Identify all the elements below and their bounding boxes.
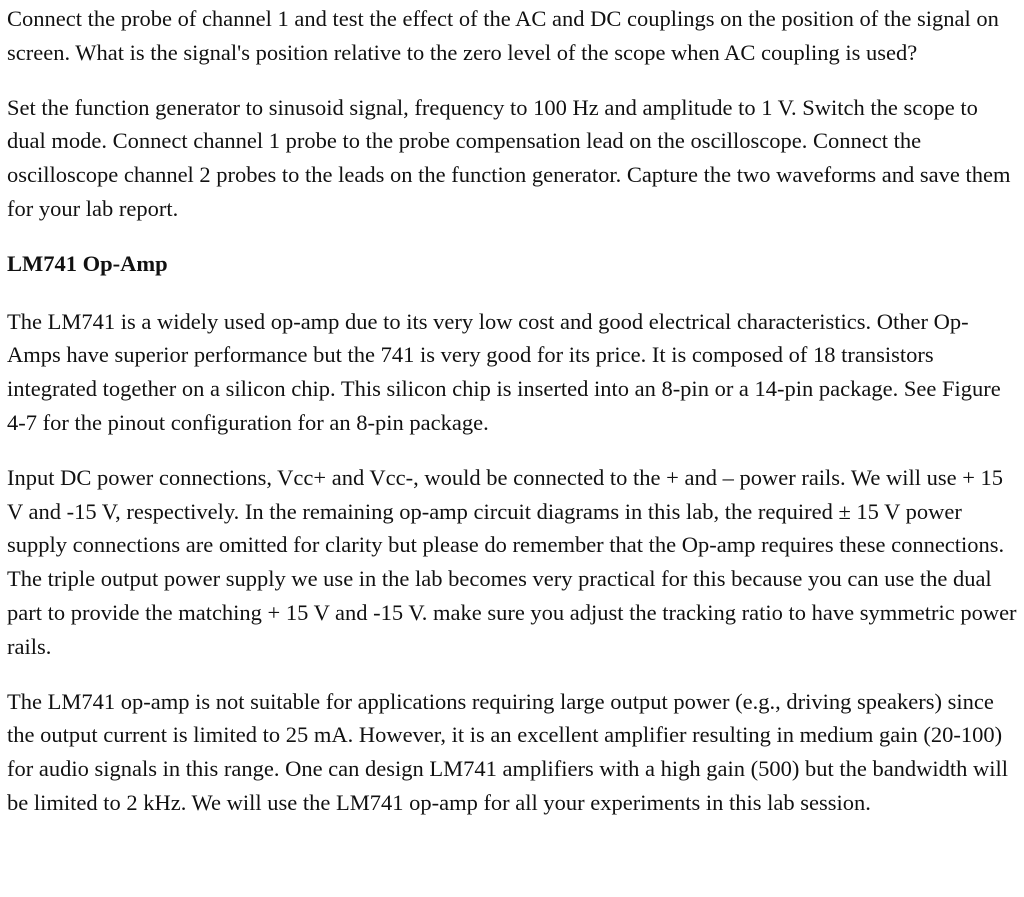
paragraph-lm741-limitations: The LM741 op-amp is not suitable for applications requiring large output power (e.g., driving speakers) since the output current is limited to 25 mA. However, it is an excellent amplifier resulting in medium gain (20-100) for audio signals in this range. One can design LM741 amplifiers with a high gain (500) but the bandwidth will be limited to 2 kHz. We will use the LM741 op-amp for all your experiments in this lab session.	[7, 688, 1009, 815]
document-body	[7, 0, 1019, 820]
paragraph-lm741-intro: The LM741 is a widely used op-amp due to its very low cost and good electrical characteristics. Other Op-Amps have superior performance but the 741 is very good for its price. It is composed of 18 transistors integrated together on a silicon chip. This silicon chip is inserted into an 8-pin or a 14-pin package. See Figure 4-7 for the pinout configuration for an 8-pin package.	[7, 308, 1001, 435]
paragraph-power-connections: Input DC power connections, Vcc+ and Vcc-, would be connected to the + and – power rails. We will use + 15 V and -15 V, respectively. In the remaining op-amp circuit diagrams in this lab, the required ± 15 V power supply connections are omitted for clarity but please do remember that the Op-amp requires these connections. The triple output power supply we use in the lab becomes very practical for this because you can use the dual part to provide the matching + 15 V and -15 V. make sure you adjust the tracking ratio to have symmetric power rails.	[7, 464, 1017, 659]
paragraph-coupling-test: Connect the probe of channel 1 and test the effect of the AC and DC couplings on the position of the signal on screen. What is the signal's position relative to the zero level of the scope when AC coupling is used?	[7, 6, 999, 65]
paragraph-function-generator-setup: Set the function generator to sinusoid signal, frequency to 100 Hz and amplitude to 1 V. Switch the scope to dual mode. Connect channel 1 probe to the probe compensation lead on the oscilloscope. Connect the oscilloscope channel 2 probes to the leads on the function generator. Capture the two waveforms and save them for your lab report.	[7, 94, 1011, 221]
section-heading-lm741: LM741 Op-Amp	[7, 250, 168, 276]
